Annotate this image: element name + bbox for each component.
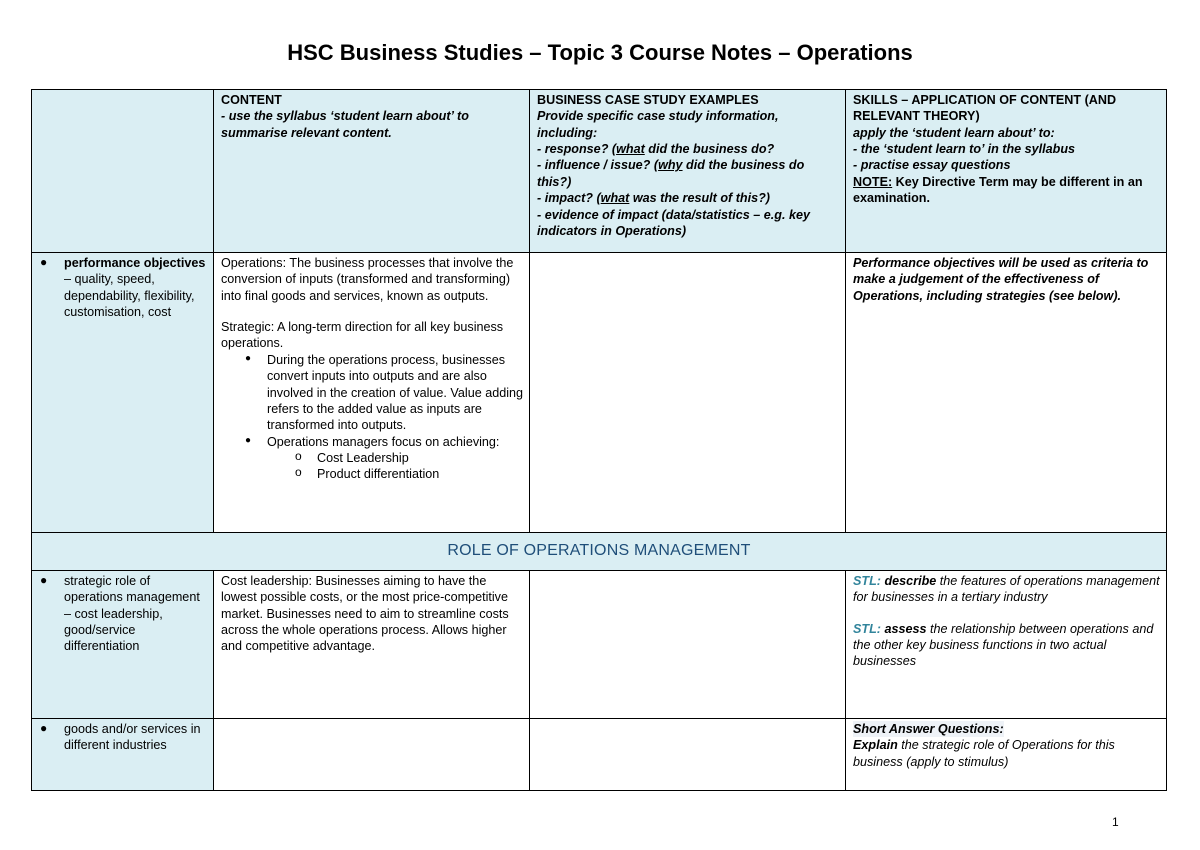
content-subheading: - use the syllabus ‘student learn about’ to summarise relevant content. — [221, 109, 469, 140]
document-title: HSC Business Studies – Topic 3 Course Notes – Operations — [287, 40, 913, 65]
list-item: o Cost Leadership — [317, 450, 523, 466]
strategic-case-study-cell — [530, 571, 846, 719]
goods-skills-cell — [846, 719, 1167, 791]
header-topic-cell — [32, 90, 214, 253]
strategic-topic-cell — [32, 571, 214, 719]
performance-skills-cell — [846, 253, 1167, 533]
performance-topic-cell — [32, 253, 214, 533]
strategic-role-row — [32, 571, 1167, 719]
performance-content-cell — [214, 253, 530, 533]
stl-describe: STL: describe the features of operations management for businesses in a tertiary industry — [853, 574, 1160, 605]
goods-content-cell — [214, 719, 530, 791]
content-heading: CONTENT — [221, 93, 282, 107]
course-notes-table — [31, 89, 1167, 791]
operations-definition: Operations: The business processes that involve the conversion of inputs (transformed and transforming) into final goods and services, known as outputs. — [221, 256, 514, 303]
bullet-icon: ● — [40, 573, 48, 587]
strategic-topic: strategic role of operations management – cost leadership, good/service differentiation — [64, 574, 200, 654]
header-skills-cell — [846, 90, 1167, 253]
performance-objectives-row — [32, 253, 1167, 533]
case-study-heading: BUSINESS CASE STUDY EXAMPLES — [537, 93, 759, 107]
header-content-cell — [214, 90, 530, 253]
performance-topic-rest: – quality, speed, dependability, flexibility, customisation, cost — [64, 272, 195, 320]
skills-note: NOTE: Key Directive Term may be different in an examination. — [853, 174, 1143, 206]
case-study-response: - response? (what did the business do? — [537, 142, 775, 157]
section-header-cell — [32, 533, 1167, 571]
short-answer-question: Explain the strategic role of Operations for this business (apply to stimulus) — [853, 738, 1115, 769]
header-row — [32, 90, 1167, 253]
performance-topic-bold: performance objectives — [64, 256, 206, 270]
goods-case-study-cell — [530, 719, 846, 791]
performance-case-study-cell — [530, 253, 846, 533]
strategic-definition: Strategic: A long-term direction for all key business operations. — [221, 320, 504, 351]
stl-assess: STL: assess the relationship between operations and the other key business functions in two actual businesses — [853, 621, 1154, 669]
performance-skills-text: Performance objectives will be used as criteria to make a judgement of the effectiveness of Operations, including strategies (see below). — [853, 256, 1149, 303]
page-number: 1 — [1112, 815, 1119, 829]
cost-leadership-definition: Cost leadership: Businesses aiming to have the lowest possible costs, or the most price-competitive market. Businesses need to aim to streamline costs across the whole operations process. Allows higher and competitive advantage. — [221, 574, 509, 654]
bullet-icon: ● — [40, 721, 48, 735]
strategic-skills-cell — [846, 571, 1167, 719]
goods-topic-cell — [32, 719, 214, 791]
list-item: ● Operations managers focus on achieving: o Cost Leadership o Product differentiation — [267, 434, 523, 483]
short-answer-heading: Short Answer Questions: — [853, 722, 1004, 736]
skills-intro: apply the ‘student learn about’ to: — [853, 125, 1055, 140]
skills-item-essay: - practise essay questions — [853, 158, 1011, 173]
header-case-study-cell — [530, 90, 846, 253]
case-study-intro: Provide specific case study information, including: — [537, 109, 779, 140]
skills-item-syllabus: - the ‘student learn to’ in the syllabus — [853, 142, 1076, 157]
section-title: ROLE OF OPERATIONS MANAGEMENT — [447, 542, 751, 560]
case-study-evidence: - evidence of impact (data/statistics – e.g. key indicators in Operations) — [537, 207, 810, 238]
strategic-content-cell — [214, 571, 530, 719]
skills-heading: SKILLS – APPLICATION OF CONTENT (AND RELEVANT THEORY) — [853, 93, 1117, 124]
bullet-icon: ● — [40, 255, 48, 269]
goods-topic: goods and/or services in different industries — [64, 722, 201, 753]
case-study-impact: - impact? (what was the result of this?) — [537, 191, 771, 206]
goods-services-row — [32, 719, 1167, 791]
list-item: o Product differentiation — [317, 466, 523, 482]
list-item: ● During the operations process, businesses convert inputs into outputs and are also involved in the creation of value. Value adding refers to the added value as inputs are transformed into outputs. — [267, 352, 523, 434]
content-sub-list — [267, 450, 523, 483]
section-header-row — [32, 533, 1167, 571]
content-bullet-list — [221, 352, 523, 483]
case-study-influence: - influence / issue? (why did the business do this?) — [537, 158, 805, 189]
